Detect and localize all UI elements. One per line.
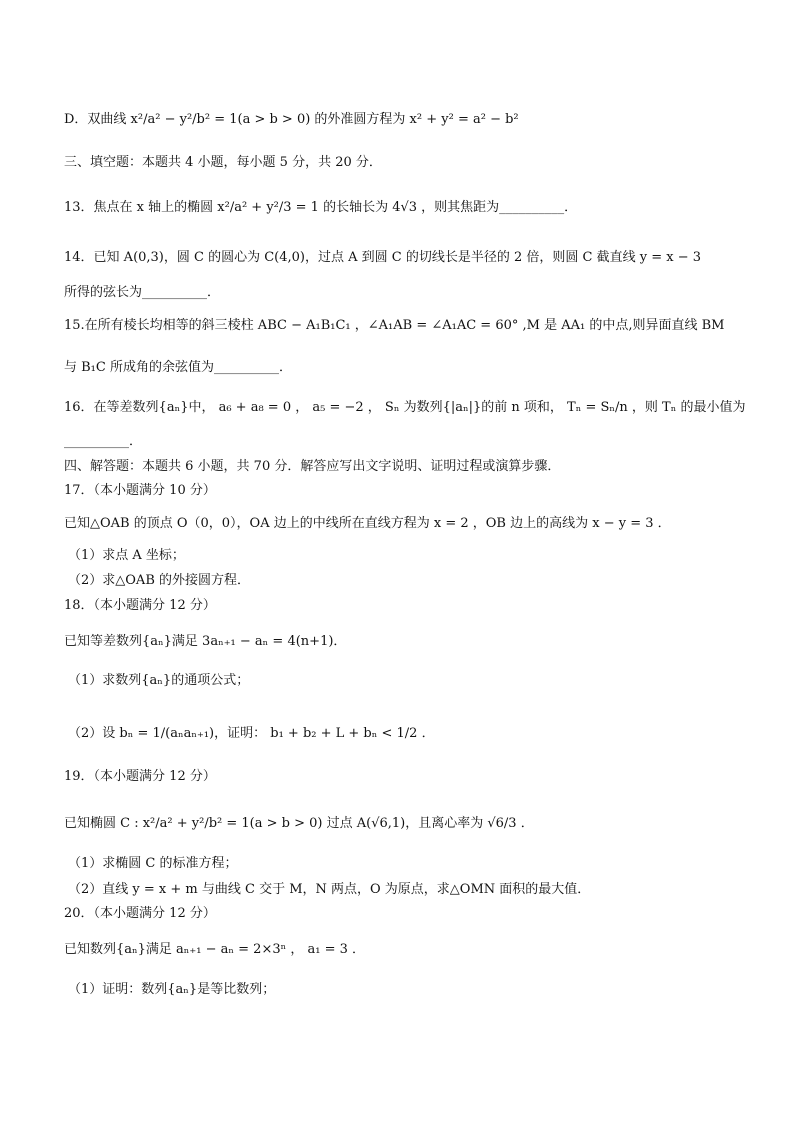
section-heading-fill-in: 三、填空题：本题共 4 小题，每小题 5 分，共 20 分．	[64, 155, 382, 170]
question-17-heading: 17．（本小题满分 10 分）	[64, 483, 216, 498]
question-17-part-1: （1）求点 A 坐标；	[68, 548, 185, 563]
question-18-part-2: （2）设 bₙ = 1/(aₙaₙ₊₁)，证明： b₁ + b₂ + L + bₙ < 1/2 ．	[68, 726, 435, 741]
question-18-text: 已知等差数列{aₙ}满足 3aₙ₊₁ − aₙ = 4(n+1)．	[64, 634, 347, 649]
question-15-line-2: 与 B₁C 所成角的余弦值为__________．	[64, 360, 292, 375]
question-17-part-2: （2）求△OAB 的外接圆方程．	[68, 573, 251, 588]
question-14-line-1: 14．已知 A(0,3)，圆 C 的圆心为 C(4,0)，过点 A 到圆 C 的切线长是半径的 2 倍，则圆 C 截直线 y = x − 3	[64, 250, 701, 265]
question-18-heading: 18．（本小题满分 12 分）	[64, 598, 216, 613]
question-19-text: 已知椭圆 C : x²/a² + y²/b² = 1(a > b > 0) 过点 A(√6,1)，且离心率为 √6/3 ．	[64, 816, 534, 831]
question-14-line-2: 所得的弦长为__________．	[64, 285, 221, 300]
question-13-text: 13．焦点在 x 轴上的椭圆 x²/a² + y²/3 = 1 的长轴长为 4√3 ，则其焦距为__________．	[64, 200, 578, 215]
question-19-part-2: （2）直线 y = x + m 与曲线 C 交于 M，N 两点，O 为原点，求△OMN 面积的最大值．	[68, 882, 591, 897]
question-20-text: 已知数列{aₙ}满足 aₙ₊₁ − aₙ = 2×3ⁿ ， a₁ = 3 ．	[64, 942, 366, 957]
section-heading-answers: 四、解答题：本题共 6 小题，共 70 分．解答应写出文字说明、证明过程或演算步骤．	[64, 459, 561, 474]
question-20-part-1: （1）证明：数列{aₙ}是等比数列；	[68, 982, 276, 997]
question-16-line-1: 16．在等差数列{aₙ}中， a₆ + a₈ = 0 ， a₅ = −2 ， Sₙ 为数列{|aₙ|}的前 n 项和， Tₙ = Sₙ/n ，则 Tₙ 的最小值为	[64, 400, 746, 415]
question-17-text: 已知△OAB 的顶点 O（0，0），OA 边上的中线所在直线方程为 x = 2 ，OB 边上的高线为 x − y = 3 ．	[64, 516, 671, 531]
question-19-part-1: （1）求椭圆 C 的标准方程；	[68, 856, 238, 871]
option-d-text: D．双曲线 x²/a² − y²/b² = 1(a > b > 0) 的外准圆方程为 x² + y² = a² − b²	[64, 112, 519, 127]
question-16-line-2: __________．	[64, 434, 143, 449]
question-19-heading: 19．（本小题满分 12 分）	[64, 769, 216, 784]
question-15-line-1: 15.在所有棱长均相等的斜三棱柱 ABC − A₁B₁C₁ ，∠A₁AB = ∠A₁AC = 60° ,M 是 AA₁ 的中点,则异面直线 BM	[64, 318, 725, 333]
question-20-heading: 20．（本小题满分 12 分）	[64, 906, 216, 921]
question-18-part-1: （1）求数列{aₙ}的通项公式；	[68, 673, 250, 688]
